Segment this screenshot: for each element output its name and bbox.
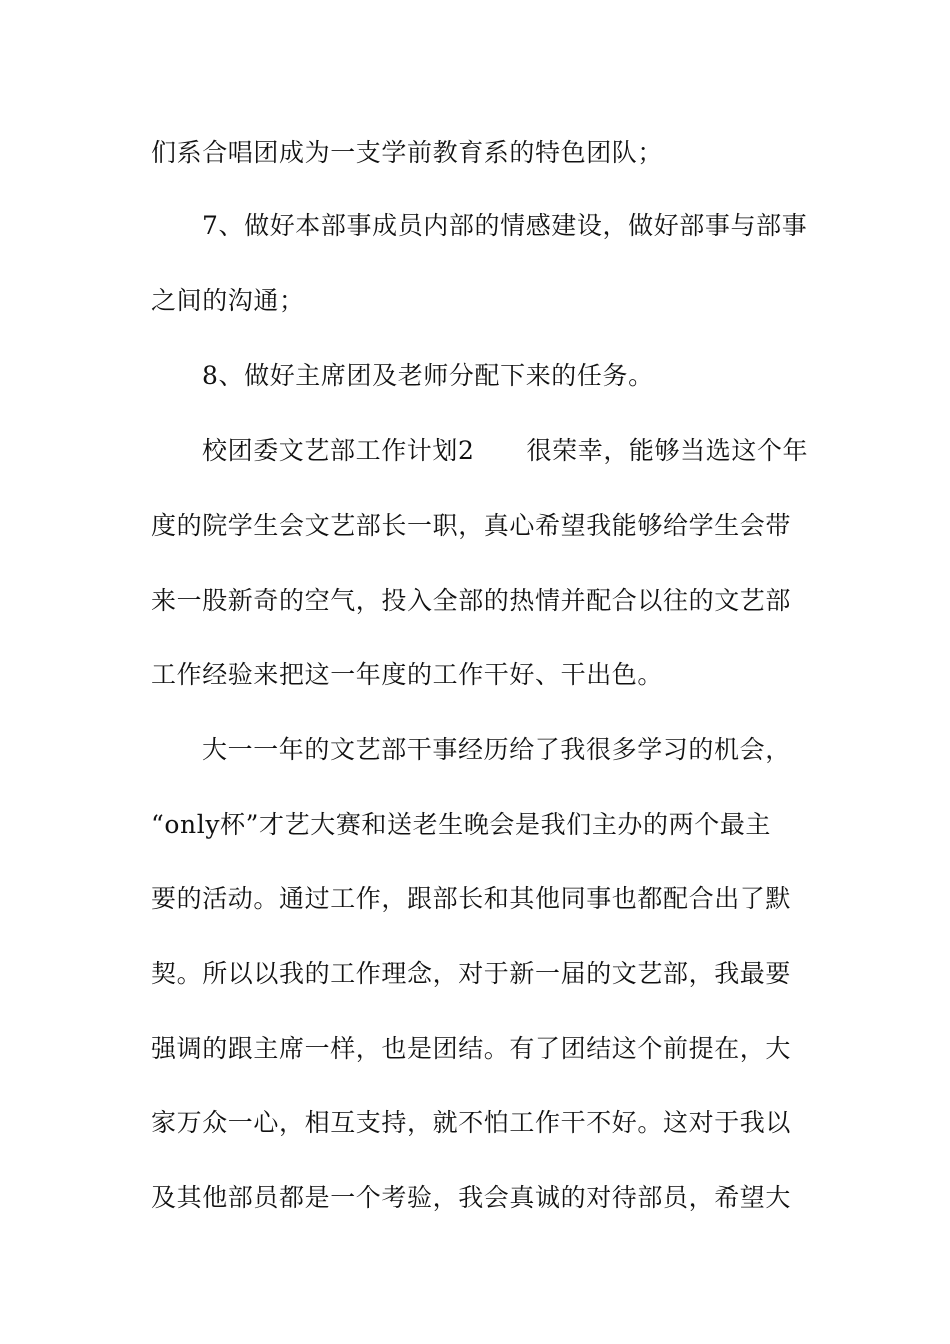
text-line: 家万众一心，相互支持，就不怕工作干不好。这对于我以 bbox=[151, 1108, 792, 1137]
text-line: 及其他部员都是一个考验，我会真诚的对待部员，希望大 bbox=[151, 1183, 792, 1212]
text-line: 度的院学生会文艺部长一职，真心希望我能够给学生会带 bbox=[151, 511, 792, 540]
text-line: 之间的沟通； bbox=[151, 286, 305, 315]
text-line: 契。所以以我的工作理念，对于新一届的文艺部，我最要 bbox=[151, 959, 792, 988]
text-line: 工作经验来把这一年度的工作干好、干出色。 bbox=[151, 660, 664, 689]
text-line: 7、做好本部事成员内部的情感建设，做好部事与部事 bbox=[202, 211, 808, 240]
text-line: 要的活动。通过工作，跟部长和其他同事也都配合出了默 bbox=[151, 884, 792, 913]
section-heading-line bbox=[202, 436, 808, 466]
text-line: “only杯”才艺大赛和送老生晚会是我们主办的两个最主 bbox=[151, 810, 772, 839]
text-line: 很荣幸，能够当选这个年 bbox=[526, 436, 809, 465]
text-line: 来一股新奇的空气，投入全部的热情并配合以往的文艺部 bbox=[151, 586, 792, 615]
text-line: 大一一年的文艺部干事经历给了我很多学习的机会， bbox=[202, 735, 791, 764]
section-title: 校团委文艺部工作计划2 bbox=[202, 436, 475, 465]
text-line: 8、做好主席团及老师分配下来的任务。 bbox=[202, 361, 654, 390]
text-line: 们系合唱团成为一支学前教育系的特色团队； bbox=[151, 138, 664, 167]
text-line: 强调的跟主席一样，也是团结。有了团结这个前提在，大 bbox=[151, 1034, 792, 1063]
